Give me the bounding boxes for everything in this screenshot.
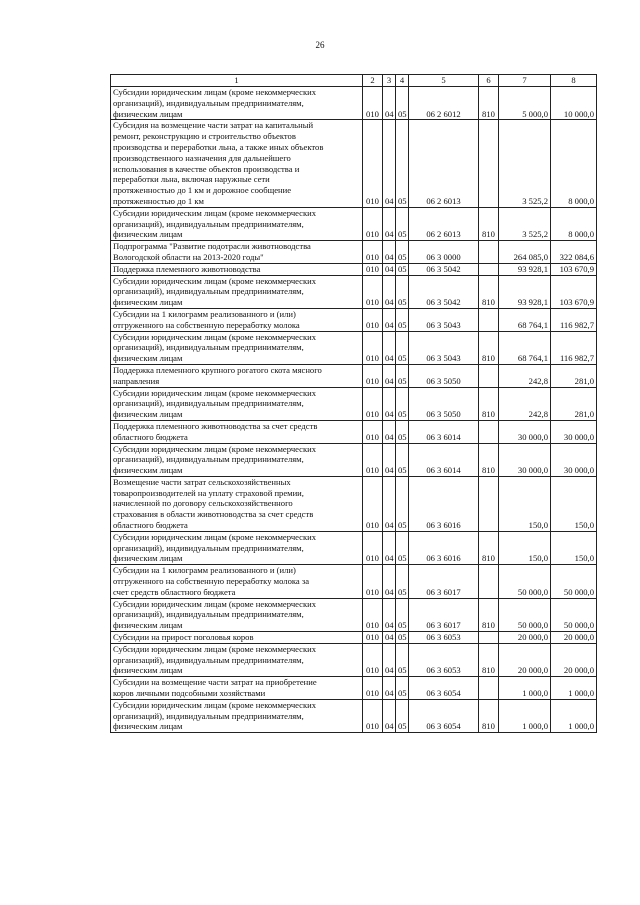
- code-expense-type: 810: [479, 87, 499, 120]
- row-description: Подпрограмма "Развитие подотрасли животноводства Вологодской области на 2013-2020 годы": [111, 241, 363, 264]
- row-description: Субсидии на прирост поголовья коров: [111, 632, 363, 644]
- amount-year-1: 93 928,1: [499, 275, 551, 308]
- code-section: 04: [383, 275, 396, 308]
- code-target-article: 06 2 6013: [409, 120, 479, 207]
- code-ved: 010: [363, 364, 383, 387]
- code-target-article: 06 2 6013: [409, 207, 479, 240]
- code-ved: 010: [363, 699, 383, 732]
- column-header: 3: [383, 75, 396, 87]
- code-expense-type: [479, 364, 499, 387]
- code-ved: 010: [363, 387, 383, 420]
- table-row: [111, 308, 597, 331]
- table-row: [111, 699, 597, 732]
- amount-year-1: 68 764,1: [499, 308, 551, 331]
- table-row: [111, 598, 597, 631]
- amount-year-1: 242,8: [499, 364, 551, 387]
- code-target-article: 06 3 6017: [409, 565, 479, 598]
- code-target-article: 06 3 5050: [409, 387, 479, 420]
- amount-year-2: 281,0: [551, 364, 597, 387]
- code-expense-type: 810: [479, 387, 499, 420]
- code-section: 04: [383, 364, 396, 387]
- code-expense-type: [479, 120, 499, 207]
- column-header: 6: [479, 75, 499, 87]
- code-subsection: 05: [396, 120, 409, 207]
- code-subsection: 05: [396, 531, 409, 564]
- amount-year-1: 5 000,0: [499, 87, 551, 120]
- code-expense-type: 810: [479, 207, 499, 240]
- amount-year-1: 3 525,2: [499, 207, 551, 240]
- code-subsection: 05: [396, 565, 409, 598]
- code-ved: 010: [363, 87, 383, 120]
- table-row: [111, 643, 597, 676]
- amount-year-1: 20 000,0: [499, 643, 551, 676]
- code-ved: 010: [363, 241, 383, 264]
- code-subsection: 05: [396, 241, 409, 264]
- code-section: 04: [383, 263, 396, 275]
- code-section: 04: [383, 598, 396, 631]
- code-section: 04: [383, 387, 396, 420]
- code-expense-type: 810: [479, 699, 499, 732]
- code-ved: 010: [363, 565, 383, 598]
- table-row: [111, 263, 597, 275]
- code-target-article: 06 3 6054: [409, 699, 479, 732]
- table-row: [111, 565, 597, 598]
- code-subsection: 05: [396, 677, 409, 700]
- amount-year-2: 322 084,6: [551, 241, 597, 264]
- code-section: 04: [383, 531, 396, 564]
- code-subsection: 05: [396, 308, 409, 331]
- amount-year-2: 150,0: [551, 531, 597, 564]
- code-ved: 010: [363, 263, 383, 275]
- code-target-article: 06 3 6054: [409, 677, 479, 700]
- page-number: 26: [315, 40, 325, 50]
- code-ved: 010: [363, 207, 383, 240]
- row-description: Субсидии юридическим лицам (кроме некоммерческих организаций), индивидуальным предпринимателям, физическим лицам: [111, 699, 363, 732]
- code-expense-type: [479, 632, 499, 644]
- code-target-article: 06 3 6014: [409, 420, 479, 443]
- code-section: 04: [383, 308, 396, 331]
- code-ved: 010: [363, 677, 383, 700]
- code-expense-type: [479, 476, 499, 531]
- code-target-article: 06 3 6053: [409, 632, 479, 644]
- amount-year-1: 150,0: [499, 476, 551, 531]
- table-row: [111, 420, 597, 443]
- amount-year-2: 30 000,0: [551, 420, 597, 443]
- code-section: 04: [383, 207, 396, 240]
- code-ved: 010: [363, 476, 383, 531]
- row-description: Субсидии юридическим лицам (кроме некоммерческих организаций), индивидуальным предпринимателям, физическим лицам: [111, 331, 363, 364]
- code-section: 04: [383, 476, 396, 531]
- code-subsection: 05: [396, 387, 409, 420]
- amount-year-2: 150,0: [551, 476, 597, 531]
- code-expense-type: [479, 308, 499, 331]
- amount-year-1: 150,0: [499, 531, 551, 564]
- amount-year-2: 103 670,9: [551, 275, 597, 308]
- code-target-article: 06 3 6016: [409, 531, 479, 564]
- code-target-article: 06 3 6053: [409, 643, 479, 676]
- column-header: 7: [499, 75, 551, 87]
- code-expense-type: [479, 420, 499, 443]
- code-subsection: 05: [396, 443, 409, 476]
- code-section: 04: [383, 699, 396, 732]
- amount-year-1: 30 000,0: [499, 420, 551, 443]
- row-description: Субсидии юридическим лицам (кроме некоммерческих организаций), индивидуальным предпринимателям, физическим лицам: [111, 275, 363, 308]
- code-expense-type: 810: [479, 443, 499, 476]
- code-ved: 010: [363, 531, 383, 564]
- row-description: Субсидии юридическим лицам (кроме некоммерческих организаций), индивидуальным предпринимателям, физическим лицам: [111, 531, 363, 564]
- row-description: Субсидии юридическим лицам (кроме некоммерческих организаций), индивидуальным предпринимателям, физическим лицам: [111, 87, 363, 120]
- amount-year-2: 50 000,0: [551, 598, 597, 631]
- amount-year-2: 10 000,0: [551, 87, 597, 120]
- amount-year-1: 3 525,2: [499, 120, 551, 207]
- code-target-article: 06 3 0000: [409, 241, 479, 264]
- code-ved: 010: [363, 443, 383, 476]
- code-section: 04: [383, 677, 396, 700]
- amount-year-1: 1 000,0: [499, 677, 551, 700]
- code-section: 04: [383, 443, 396, 476]
- code-subsection: 05: [396, 275, 409, 308]
- table-header-row: [111, 75, 597, 87]
- code-expense-type: 810: [479, 531, 499, 564]
- code-section: 04: [383, 632, 396, 644]
- table-row: [111, 331, 597, 364]
- row-description: Субсидии юридическим лицам (кроме некоммерческих организаций), индивидуальным предпринимателям, физическим лицам: [111, 598, 363, 631]
- code-subsection: 05: [396, 699, 409, 732]
- amount-year-1: 20 000,0: [499, 632, 551, 644]
- row-description: Субсидии юридическим лицам (кроме некоммерческих организаций), индивидуальным предпринимателям, физическим лицам: [111, 643, 363, 676]
- code-subsection: 05: [396, 207, 409, 240]
- code-subsection: 05: [396, 476, 409, 531]
- row-description: Поддержка племенного крупного рогатого скота мясного направления: [111, 364, 363, 387]
- row-description: Субсидии на 1 килограмм реализованного и (или) отгруженного на собственную переработку молока за счет средств областного бюджета: [111, 565, 363, 598]
- column-header: 5: [409, 75, 479, 87]
- amount-year-2: 116 982,7: [551, 331, 597, 364]
- code-section: 04: [383, 331, 396, 364]
- code-subsection: 05: [396, 263, 409, 275]
- row-description: Возмещение части затрат сельскохозяйственных товаропроизводителей на уплату страховой премии, начисленной по договору сельскохозяйственного страхования в области животноводства за счет средств областного бюджета: [111, 476, 363, 531]
- code-ved: 010: [363, 643, 383, 676]
- code-expense-type: [479, 263, 499, 275]
- table-body: [111, 75, 597, 733]
- row-description: Поддержка племенного животноводства за счет средств областного бюджета: [111, 420, 363, 443]
- amount-year-2: 116 982,7: [551, 308, 597, 331]
- code-target-article: 06 3 5042: [409, 275, 479, 308]
- code-target-article: 06 3 5050: [409, 364, 479, 387]
- amount-year-2: 8 000,0: [551, 120, 597, 207]
- code-expense-type: 810: [479, 275, 499, 308]
- row-description: Субсидии на 1 килограмм реализованного и (или) отгруженного на собственную переработку молока: [111, 308, 363, 331]
- table-row: [111, 476, 597, 531]
- column-header: 4: [396, 75, 409, 87]
- amount-year-2: 8 000,0: [551, 207, 597, 240]
- code-section: 04: [383, 420, 396, 443]
- code-section: 04: [383, 241, 396, 264]
- table-row: [111, 275, 597, 308]
- code-ved: 010: [363, 632, 383, 644]
- amount-year-1: 30 000,0: [499, 443, 551, 476]
- amount-year-2: 20 000,0: [551, 632, 597, 644]
- code-target-article: 06 2 6012: [409, 87, 479, 120]
- amount-year-2: 1 000,0: [551, 699, 597, 732]
- table-row: [111, 387, 597, 420]
- code-section: 04: [383, 565, 396, 598]
- code-expense-type: 810: [479, 598, 499, 631]
- amount-year-1: 264 085,0: [499, 241, 551, 264]
- amount-year-1: 50 000,0: [499, 565, 551, 598]
- amount-year-2: 20 000,0: [551, 643, 597, 676]
- row-description: Субсидии юридическим лицам (кроме некоммерческих организаций), индивидуальным предпринимателям, физическим лицам: [111, 443, 363, 476]
- budget-table: [110, 74, 597, 733]
- code-section: 04: [383, 120, 396, 207]
- code-subsection: 05: [396, 420, 409, 443]
- code-target-article: 06 3 5043: [409, 331, 479, 364]
- code-expense-type: [479, 677, 499, 700]
- row-description: Поддержка племенного животноводства: [111, 263, 363, 275]
- row-description: Субсидии на возмещение части затрат на приобретение коров личными подсобными хозяйствами: [111, 677, 363, 700]
- code-expense-type: 810: [479, 643, 499, 676]
- code-ved: 010: [363, 308, 383, 331]
- table-row: [111, 120, 597, 207]
- table-row: [111, 87, 597, 120]
- amount-year-2: 103 670,9: [551, 263, 597, 275]
- row-description: Субсидии юридическим лицам (кроме некоммерческих организаций), индивидуальным предпринимателям, физическим лицам: [111, 207, 363, 240]
- table-row: [111, 531, 597, 564]
- amount-year-2: 30 000,0: [551, 443, 597, 476]
- code-target-article: 06 3 5042: [409, 263, 479, 275]
- code-subsection: 05: [396, 598, 409, 631]
- code-ved: 010: [363, 598, 383, 631]
- code-section: 04: [383, 643, 396, 676]
- code-subsection: 05: [396, 364, 409, 387]
- code-ved: 010: [363, 331, 383, 364]
- amount-year-1: 50 000,0: [499, 598, 551, 631]
- code-expense-type: [479, 565, 499, 598]
- column-header: 1: [111, 75, 363, 87]
- amount-year-2: 50 000,0: [551, 565, 597, 598]
- amount-year-1: 242,8: [499, 387, 551, 420]
- table-row: [111, 677, 597, 700]
- amount-year-1: 1 000,0: [499, 699, 551, 732]
- code-subsection: 05: [396, 632, 409, 644]
- amount-year-2: 281,0: [551, 387, 597, 420]
- table-row: [111, 207, 597, 240]
- code-expense-type: 810: [479, 331, 499, 364]
- amount-year-2: 1 000,0: [551, 677, 597, 700]
- code-ved: 010: [363, 420, 383, 443]
- row-description: Субсидия на возмещение части затрат на капитальный ремонт, реконструкцию и строительство объектов производства и переработки льна, а также иных объектов производственного назначения для дальнейшего использования в качестве объектов производства и переработки льна, включая наружные сети протяженностью до 1 км и дорожное сообщение протяженностью до 1 км: [111, 120, 363, 207]
- code-expense-type: [479, 241, 499, 264]
- code-target-article: 06 3 6014: [409, 443, 479, 476]
- code-ved: 010: [363, 120, 383, 207]
- table-row: [111, 241, 597, 264]
- code-target-article: 06 3 5043: [409, 308, 479, 331]
- row-description: Субсидии юридическим лицам (кроме некоммерческих организаций), индивидуальным предпринимателям, физическим лицам: [111, 387, 363, 420]
- amount-year-1: 93 928,1: [499, 263, 551, 275]
- table-row: [111, 364, 597, 387]
- code-target-article: 06 3 6017: [409, 598, 479, 631]
- code-subsection: 05: [396, 643, 409, 676]
- column-header: 2: [363, 75, 383, 87]
- amount-year-1: 68 764,1: [499, 331, 551, 364]
- code-ved: 010: [363, 275, 383, 308]
- code-subsection: 05: [396, 331, 409, 364]
- table-row: [111, 632, 597, 644]
- code-subsection: 05: [396, 87, 409, 120]
- table-row: [111, 443, 597, 476]
- code-section: 04: [383, 87, 396, 120]
- column-header: 8: [551, 75, 597, 87]
- code-target-article: 06 3 6016: [409, 476, 479, 531]
